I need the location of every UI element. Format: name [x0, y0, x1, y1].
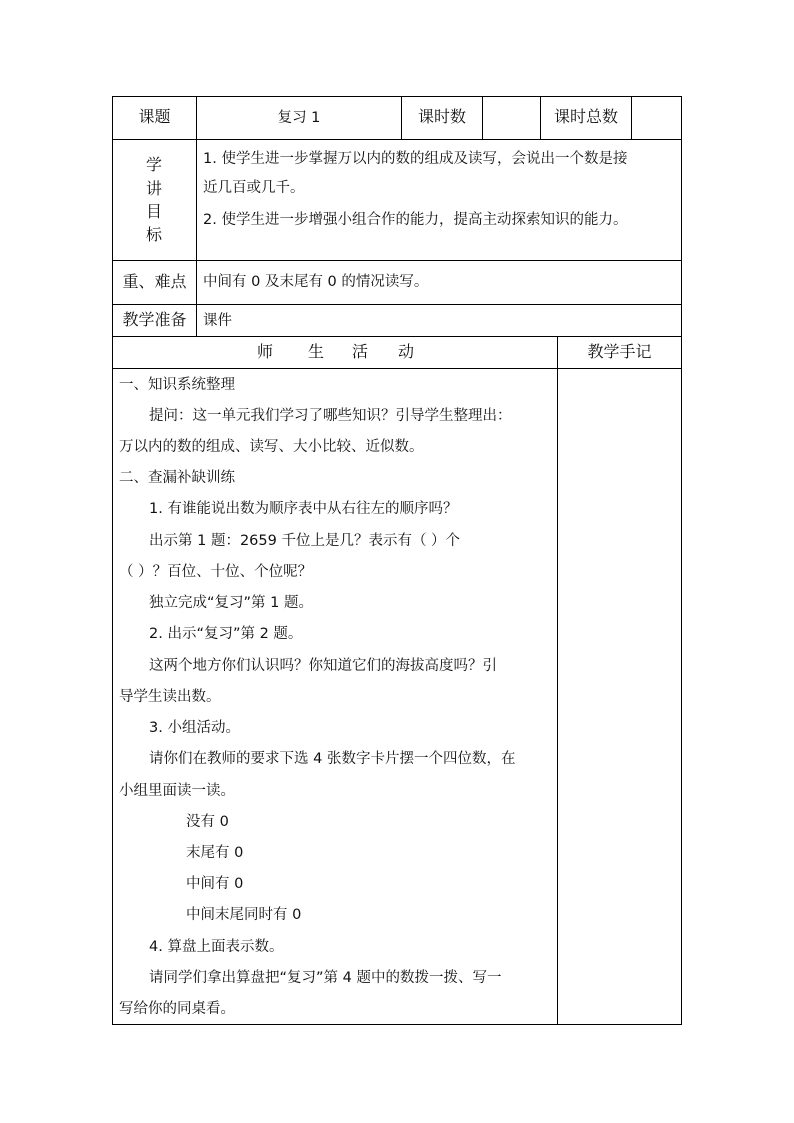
body-line: 万以内的数的组成、读写、大小比较、近似数。: [119, 439, 424, 455]
topic-value: 复习 1: [277, 110, 321, 126]
objectives-label-char: 目: [145, 202, 162, 221]
body-line: 2. 出示“复习”第 2 题。: [149, 626, 303, 642]
teaching-notes-label: 教学手记: [587, 342, 652, 361]
list-item: 中间末尾同时有 0: [186, 907, 302, 923]
body-line: 小组里面读一读。: [119, 783, 235, 799]
table-rule: [112, 260, 682, 261]
table-rule: [112, 304, 682, 305]
activity-header-char: 活: [352, 342, 369, 361]
table-border-top: [112, 96, 682, 97]
activity-header-char: 动: [398, 342, 415, 361]
topic-label: 课题: [138, 107, 171, 126]
table-border-bottom: [112, 1024, 682, 1025]
body-line: 请同学们拿出算盘把“复习”第 4 题中的数拨一拨、写一: [149, 970, 502, 986]
objective-line: 2. 使学生进一步增强小组合作的能力，提高主动探索知识的能力。: [203, 212, 628, 228]
list-item: 中间有 0: [186, 876, 244, 892]
label-column-rule: [196, 96, 197, 337]
header-column-rule: [631, 96, 632, 140]
body-line: 3. 小组活动。: [149, 720, 240, 736]
list-item: 末尾有 0: [186, 845, 244, 861]
section-heading: 一、知识系统整理: [119, 377, 235, 393]
list-item: 没有 0: [186, 814, 229, 830]
body-line: 写给你的同桌看。: [119, 1001, 235, 1017]
body-line: 4. 算盘上面表示数。: [149, 939, 284, 955]
key-points-label: 重、难点: [122, 272, 187, 291]
activity-header-char: 师: [257, 342, 274, 361]
key-points-value: 中间有 0 及末尾有 0 的情况读写。: [203, 274, 429, 290]
section-heading: 二、查漏补缺训练: [119, 470, 235, 486]
preparation-label: 教学准备: [122, 310, 187, 329]
objective-line: 近几百或几千。: [203, 180, 305, 196]
body-line: （ ）？百位、十位、个位呢？: [119, 564, 313, 580]
body-line: 独立完成“复习”第 1 题。: [149, 595, 313, 611]
table-rule: [112, 336, 682, 337]
objectives-label-char: 标: [145, 225, 162, 244]
activity-header-char: 生: [308, 342, 325, 361]
header-column-rule: [482, 96, 483, 140]
body-line: 导学生读出数。: [119, 689, 221, 705]
table-rule: [112, 139, 682, 140]
body-line: 请你们在教师的要求下选 4 张数字卡片摆一个四位数，在: [149, 751, 516, 767]
total-hours-label: 课时总数: [553, 107, 618, 126]
table-rule: [112, 368, 682, 369]
preparation-value: 课件: [203, 313, 232, 329]
objectives-label-char: 学: [145, 155, 162, 174]
objectives-label-char: 讲: [145, 179, 162, 198]
body-line: 这两个地方你们认识吗？你知道它们的海拔高度吗？引: [149, 658, 497, 674]
body-line: 出示第 1 题：2659 千位上是几？表示有（ ）个: [149, 533, 461, 549]
body-line: 提问：这一单元我们学习了哪些知识？引导学生整理出：: [149, 408, 512, 424]
hours-label: 课时数: [417, 107, 466, 126]
notes-column-rule: [557, 336, 558, 1025]
body-line: 1. 有谁能说出数为顺序表中从右往左的顺序吗？: [149, 501, 458, 517]
objective-line: 1. 使学生进一步掌握万以内的数的组成及读写，会说出一个数是接: [203, 151, 628, 167]
table-border-right: [681, 96, 682, 1025]
